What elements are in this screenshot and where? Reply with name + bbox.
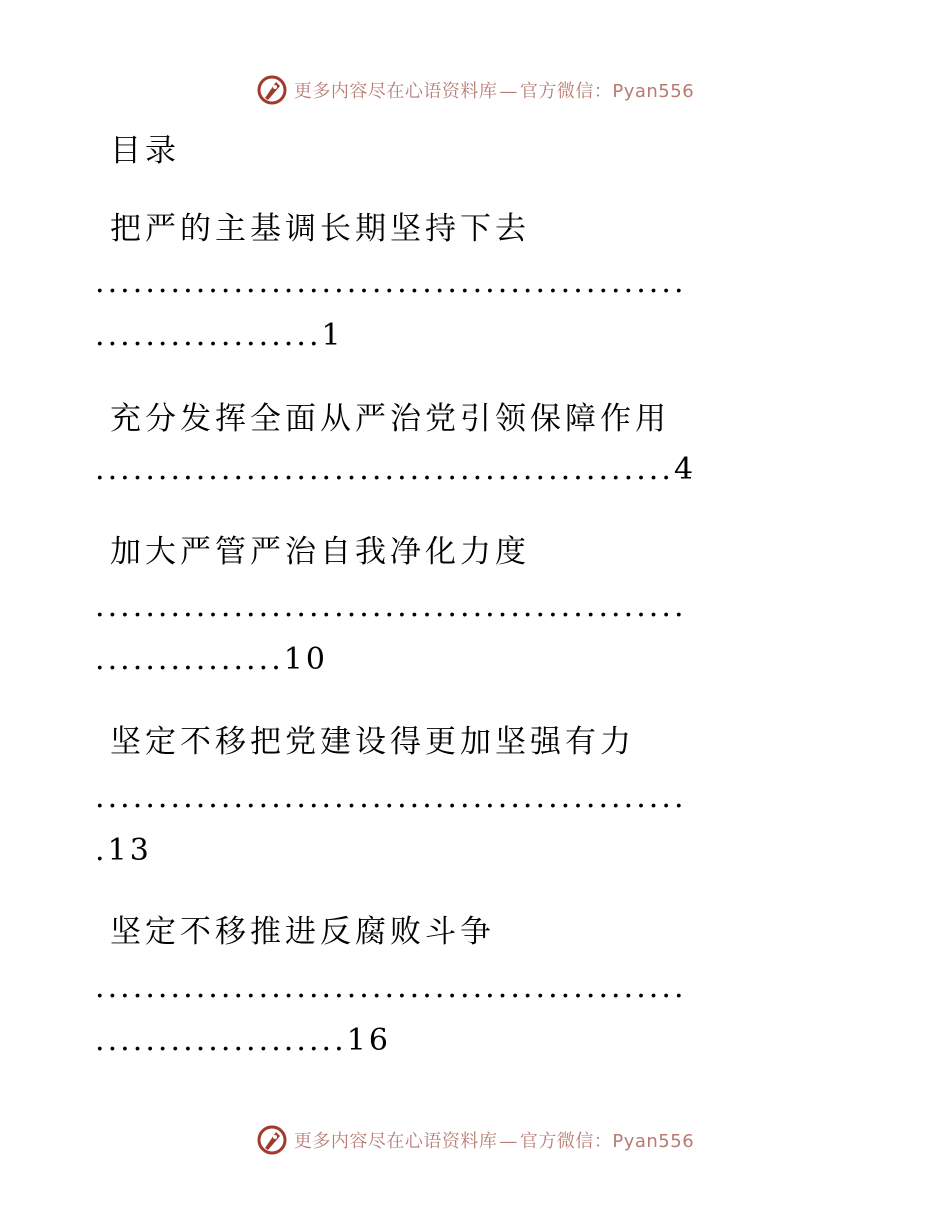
watermark-banner-top (0, 70, 950, 110)
toc-leader-dots: ............................................... (95, 970, 687, 1005)
toc-leader-dots: ............................................... (95, 780, 687, 815)
toc-entry-title: 坚定不移推进反腐败斗争 (110, 914, 495, 950)
toc-entry-title: 把严的主基调长期坚持下去 (110, 211, 530, 247)
toc-entry-title: 充分发挥全面从严治党引领保障作用 (110, 401, 670, 437)
toc-leader-dots: ............................................... (95, 589, 687, 624)
toc-leader-page: ...............10 (95, 642, 329, 677)
toc-leader-page: .13 (95, 833, 152, 868)
toc-leader-dots: ............................................... (95, 265, 687, 300)
watermark-banner-bottom (0, 1120, 950, 1160)
toc-leader-page: ....................16 (95, 1023, 391, 1058)
pen-nib-icon (256, 1124, 288, 1156)
toc-entry-title: 加大严管严治自我净化力度 (110, 534, 530, 570)
watermark-text: 更多内容尽在心语资料库 — 官方微信：Pyan556 (293, 1131, 695, 1152)
toc-title: 目录 (110, 133, 180, 169)
watermark-text: 更多内容尽在心语资料库 — 官方微信：Pyan556 (293, 81, 695, 102)
toc-leader-page: ..................1 (95, 318, 344, 353)
toc-entry-title: 坚定不移把党建设得更加坚强有力 (110, 724, 635, 760)
pen-nib-icon (256, 74, 288, 106)
toc-leader-page: ..............................................4 (95, 452, 697, 487)
